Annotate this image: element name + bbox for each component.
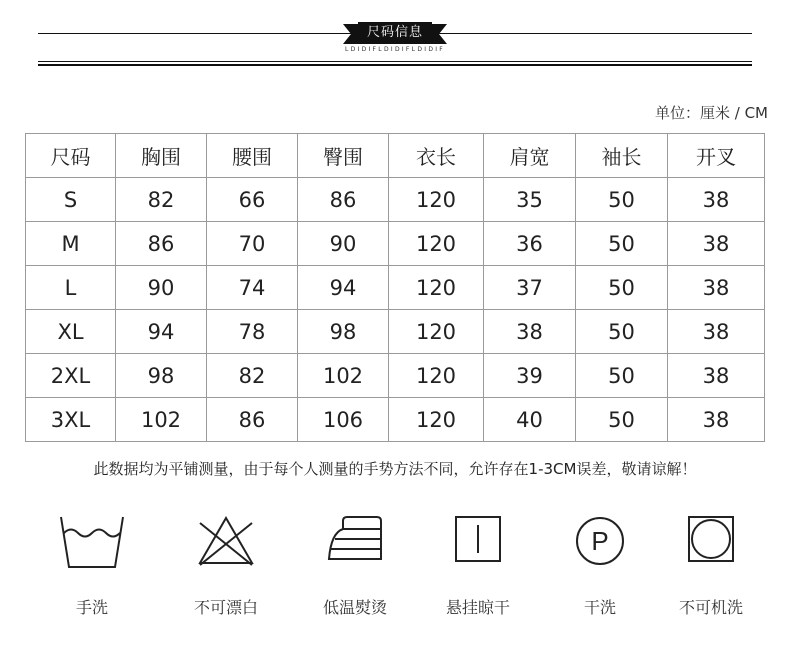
table-header-cell: 臀围: [298, 134, 389, 178]
table-cell: 94: [298, 266, 389, 310]
table-cell: 120: [389, 178, 484, 222]
table-cell: XL: [26, 310, 116, 354]
table-cell: 50: [576, 178, 668, 222]
header-rule-right: [436, 33, 752, 34]
table-header-cell: 衣长: [389, 134, 484, 178]
table-cell: 35: [484, 178, 576, 222]
table-cell: 86: [298, 178, 389, 222]
care-label: 手洗: [75, 598, 108, 617]
table-cell: 82: [207, 354, 298, 398]
care-label: 不可机洗: [678, 598, 743, 617]
care-label: 低温熨烫: [322, 598, 387, 617]
table-cell: 2XL: [26, 354, 116, 398]
table-cell: 106: [298, 398, 389, 442]
table-cell: 98: [298, 310, 389, 354]
table-cell: 38: [668, 354, 765, 398]
table-cell: 50: [576, 266, 668, 310]
care-label: 干洗: [583, 598, 616, 617]
table-cell: 3XL: [26, 398, 116, 442]
table-header-cell: 胸围: [116, 134, 207, 178]
table-cell: S: [26, 178, 116, 222]
table-header-cell: 尺码: [26, 134, 116, 178]
table-cell: 102: [298, 354, 389, 398]
table-cell: 38: [668, 266, 765, 310]
table-cell: 120: [389, 354, 484, 398]
table-cell: 86: [207, 398, 298, 442]
svg-text:P: P: [591, 526, 609, 556]
table-row: [26, 398, 765, 442]
no-tumble-dry-icon: [651, 515, 771, 563]
table-cell: 38: [668, 310, 765, 354]
table-cell: 40: [484, 398, 576, 442]
header-double-rule-bottom: [38, 64, 752, 66]
table-header-cell: 开叉: [668, 134, 765, 178]
table-cell: 90: [298, 222, 389, 266]
table-cell: 74: [207, 266, 298, 310]
unit-label: 单位：厘米 / CM: [654, 104, 768, 122]
table-cell: 50: [576, 354, 668, 398]
header-rule-left: [38, 33, 354, 34]
table-cell: 120: [389, 266, 484, 310]
header-flag-left-icon: [343, 24, 359, 44]
table-header-cell: 肩宽: [484, 134, 576, 178]
table-cell: 78: [207, 310, 298, 354]
header-flag-right-icon: [431, 24, 447, 44]
table-row: [26, 222, 765, 266]
table-cell: 50: [576, 222, 668, 266]
table-row: [26, 310, 765, 354]
measurement-note: 此数据均为平铺测量，由于每个人测量的手势方法不同，允许存在1-3CM误差，敬请谅解！: [93, 460, 697, 478]
table-cell: 38: [484, 310, 576, 354]
table-cell: 36: [484, 222, 576, 266]
table-cell: 86: [116, 222, 207, 266]
table-cell: L: [26, 266, 116, 310]
hand-wash-icon: [32, 515, 152, 571]
section-title: 尺码信息: [358, 22, 432, 44]
table-header-row: [26, 134, 765, 178]
table-cell: 90: [116, 266, 207, 310]
no-bleach-icon: [166, 515, 286, 567]
table-cell: 82: [116, 178, 207, 222]
table-cell: 38: [668, 178, 765, 222]
low-iron-icon: [295, 515, 415, 563]
table-row: [26, 178, 765, 222]
section-subtitle: LDIDIFLDIDIFLDIDIF: [344, 46, 446, 53]
table-row: [26, 354, 765, 398]
table-cell: M: [26, 222, 116, 266]
size-table: [25, 133, 765, 442]
table-cell: 98: [116, 354, 207, 398]
table-cell: 70: [207, 222, 298, 266]
table-cell: 94: [116, 310, 207, 354]
table-cell: 120: [389, 398, 484, 442]
care-label: 不可漂白: [193, 598, 258, 617]
table-cell: 38: [668, 222, 765, 266]
table-cell: 50: [576, 398, 668, 442]
table-cell: 66: [207, 178, 298, 222]
dry-clean-icon: [540, 515, 660, 567]
table-cell: 38: [668, 398, 765, 442]
table-cell: 39: [484, 354, 576, 398]
hang-dry-icon: [418, 515, 538, 563]
header-double-rule-top: [38, 61, 752, 62]
care-label: 悬挂晾干: [445, 598, 510, 617]
table-cell: 50: [576, 310, 668, 354]
table-row: [26, 266, 765, 310]
table-cell: 120: [389, 222, 484, 266]
table-header-cell: 袖长: [576, 134, 668, 178]
table-cell: 37: [484, 266, 576, 310]
table-header-cell: 腰围: [207, 134, 298, 178]
table-cell: 102: [116, 398, 207, 442]
table-cell: 120: [389, 310, 484, 354]
